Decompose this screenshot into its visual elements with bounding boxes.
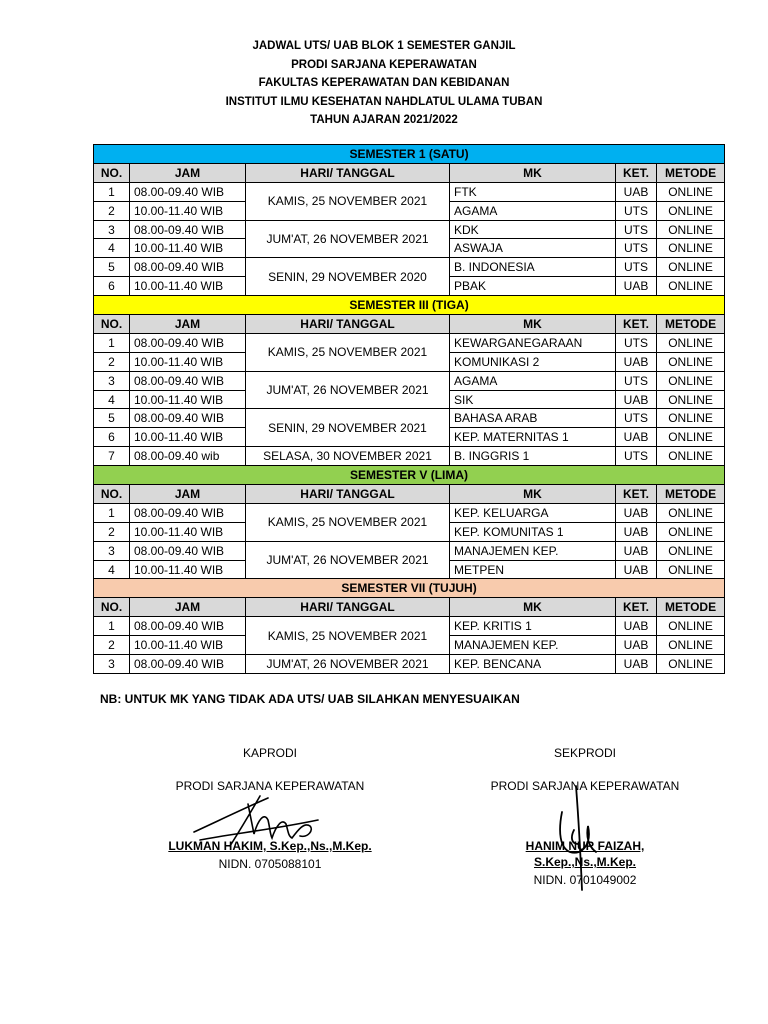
table-row xyxy=(94,371,725,390)
table-row xyxy=(94,541,725,560)
cell-method: ONLINE xyxy=(657,428,725,447)
cell-method: ONLINE xyxy=(657,447,725,466)
signature-sekprodi-image xyxy=(552,782,602,894)
cell-method: ONLINE xyxy=(657,277,725,296)
cell-method: ONLINE xyxy=(657,560,725,579)
cell-method: ONLINE xyxy=(657,655,725,674)
cell-time: 08.00-09.40 WIB xyxy=(130,371,246,390)
semester-title: SEMESTER VII (TUJUH) xyxy=(94,579,725,598)
cell-ket: UTS xyxy=(616,220,657,239)
cell-date: SENIN, 29 NOVEMBER 2021 xyxy=(246,409,450,447)
column-header: HARI/ TANGGAL xyxy=(246,598,450,617)
cell-course: MANAJEMEN KEP. xyxy=(450,541,616,560)
cell-course: KEP. KELUARGA xyxy=(450,503,616,522)
column-header: KET. xyxy=(616,485,657,504)
header-faculty: FAKULTAS KEPERAWATAN DAN KEBIDANAN xyxy=(258,77,510,89)
cell-method: ONLINE xyxy=(657,182,725,201)
cell-no: 2 xyxy=(94,201,130,220)
cell-method: ONLINE xyxy=(657,352,725,371)
cell-course: PBAK xyxy=(450,277,616,296)
cell-no: 1 xyxy=(94,617,130,636)
cell-date: KAMIS, 25 NOVEMBER 2021 xyxy=(246,617,450,655)
column-header: METODE xyxy=(657,485,725,504)
cell-time: 08.00-09.40 WIB xyxy=(130,541,246,560)
cell-method: ONLINE xyxy=(657,522,725,541)
cell-course: KEP. MATERNITAS 1 xyxy=(450,428,616,447)
table-row xyxy=(94,655,725,674)
cell-no: 1 xyxy=(94,333,130,352)
cell-method: ONLINE xyxy=(657,390,725,409)
cell-ket: UAB xyxy=(616,503,657,522)
column-header: HARI/ TANGGAL xyxy=(246,315,450,334)
table-row xyxy=(94,503,725,522)
cell-time: 08.00-09.40 WIB xyxy=(130,182,246,201)
cell-date: KAMIS, 25 NOVEMBER 2021 xyxy=(246,182,450,220)
cell-time: 10.00-11.40 WIB xyxy=(130,239,246,258)
cell-time: 08.00-09.40 WIB xyxy=(130,617,246,636)
column-header: JAM xyxy=(130,163,246,182)
column-header: JAM xyxy=(130,315,246,334)
cell-ket: UAB xyxy=(616,560,657,579)
cell-method: ONLINE xyxy=(657,371,725,390)
cell-time: 08.00-09.40 WIB xyxy=(130,220,246,239)
cell-course: ASWAJA xyxy=(450,239,616,258)
cell-time: 08.00-09.40 WIB xyxy=(130,258,246,277)
signer-name: LUKMAN HAKIM, S.Kep.,Ns.,M.Kep. xyxy=(168,839,372,853)
cell-time: 08.00-09.40 WIB xyxy=(130,409,246,428)
cell-course: KDK xyxy=(450,220,616,239)
cell-course: KEP. KRITIS 1 xyxy=(450,617,616,636)
cell-ket: UAB xyxy=(616,277,657,296)
cell-method: ONLINE xyxy=(657,409,725,428)
signer-name: HANIM NUR FAIZAH, S.Kep.,Ns.,M.Kep. xyxy=(525,839,645,869)
signature-kaprodi-image xyxy=(190,790,325,850)
table-row xyxy=(94,182,725,201)
cell-no: 4 xyxy=(94,390,130,409)
semester-header-row xyxy=(94,579,725,598)
cell-time: 10.00-11.40 WIB xyxy=(130,560,246,579)
cell-ket: UAB xyxy=(616,428,657,447)
semester-title: SEMESTER III (TIGA) xyxy=(94,296,725,315)
cell-ket: UTS xyxy=(616,258,657,277)
cell-course: METPEN xyxy=(450,560,616,579)
column-header: MK xyxy=(450,598,616,617)
column-header-row xyxy=(94,163,725,182)
cell-date: JUM'AT, 26 NOVEMBER 2021 xyxy=(246,220,450,258)
cell-course: KEWARGANEGARAAN xyxy=(450,333,616,352)
cell-ket: UAB xyxy=(616,182,657,201)
cell-ket: UAB xyxy=(616,522,657,541)
cell-no: 3 xyxy=(94,541,130,560)
cell-method: ONLINE xyxy=(657,617,725,636)
table-row xyxy=(94,258,725,277)
semester-title: SEMESTER V (LIMA) xyxy=(94,466,725,485)
note-text: NB: UNTUK MK YANG TIDAK ADA UTS/ UAB SILAHKAN MENYESUAIKAN xyxy=(100,692,520,706)
table-row xyxy=(94,409,725,428)
semester-header-row xyxy=(94,145,725,164)
semester-header-row xyxy=(94,296,725,315)
cell-time: 08.00-09.40 WIB xyxy=(130,655,246,674)
cell-no: 6 xyxy=(94,277,130,296)
cell-method: ONLINE xyxy=(657,541,725,560)
column-header: HARI/ TANGGAL xyxy=(246,485,450,504)
cell-ket: UTS xyxy=(616,371,657,390)
cell-no: 2 xyxy=(94,522,130,541)
signer-program: PRODI SARJANA KEPERAWATAN xyxy=(175,779,365,793)
column-header: JAM xyxy=(130,598,246,617)
signer-nidn: NIDN. 0705088101 xyxy=(218,857,322,871)
column-header: MK xyxy=(450,485,616,504)
cell-no: 3 xyxy=(94,371,130,390)
cell-time: 10.00-11.40 WIB xyxy=(130,636,246,655)
cell-method: ONLINE xyxy=(657,239,725,258)
column-header: KET. xyxy=(616,598,657,617)
column-header: NO. xyxy=(94,163,130,182)
table-row xyxy=(94,617,725,636)
column-header: KET. xyxy=(616,315,657,334)
cell-time: 10.00-11.40 WIB xyxy=(130,428,246,447)
cell-course: KOMUNIKASI 2 xyxy=(450,352,616,371)
column-header-row xyxy=(94,598,725,617)
cell-date: KAMIS, 25 NOVEMBER 2021 xyxy=(246,333,450,371)
column-header: JAM xyxy=(130,485,246,504)
column-header: KET. xyxy=(616,163,657,182)
cell-date: KAMIS, 25 NOVEMBER 2021 xyxy=(246,503,450,541)
cell-method: ONLINE xyxy=(657,258,725,277)
cell-method: ONLINE xyxy=(657,220,725,239)
cell-no: 6 xyxy=(94,428,130,447)
schedule-table xyxy=(93,144,725,674)
cell-method: ONLINE xyxy=(657,636,725,655)
cell-ket: UTS xyxy=(616,409,657,428)
cell-course: KEP. KOMUNITAS 1 xyxy=(450,522,616,541)
cell-time: 10.00-11.40 WIB xyxy=(130,522,246,541)
cell-ket: UAB xyxy=(616,541,657,560)
table-row xyxy=(94,447,725,466)
column-header-row xyxy=(94,485,725,504)
signer-program: PRODI SARJANA KEPERAWATAN xyxy=(490,779,680,793)
cell-course: BAHASA ARAB xyxy=(450,409,616,428)
cell-course: B. INGGRIS 1 xyxy=(450,447,616,466)
cell-course: KEP. BENCANA xyxy=(450,655,616,674)
column-header: NO. xyxy=(94,315,130,334)
cell-method: ONLINE xyxy=(657,503,725,522)
column-header: HARI/ TANGGAL xyxy=(246,163,450,182)
cell-time: 10.00-11.40 WIB xyxy=(130,277,246,296)
column-header: METODE xyxy=(657,598,725,617)
table-row xyxy=(94,333,725,352)
cell-date: SENIN, 29 NOVEMBER 2020 xyxy=(246,258,450,296)
column-header: NO. xyxy=(94,598,130,617)
signer-nidn: NIDN. 0701049002 xyxy=(533,873,637,887)
cell-no: 5 xyxy=(94,258,130,277)
signer-role: KAPRODI xyxy=(242,746,297,760)
cell-no: 7 xyxy=(94,447,130,466)
cell-method: ONLINE xyxy=(657,333,725,352)
cell-ket: UTS xyxy=(616,333,657,352)
cell-time: 08.00-09.40 WIB xyxy=(130,503,246,522)
cell-ket: UAB xyxy=(616,655,657,674)
cell-no: 4 xyxy=(94,239,130,258)
cell-no: 4 xyxy=(94,560,130,579)
column-header: METODE xyxy=(657,315,725,334)
cell-course: B. INDONESIA xyxy=(450,258,616,277)
header-institute: INSTITUT ILMU KESEHATAN NAHDLATUL ULAMA TUBAN xyxy=(225,95,543,108)
cell-date: SELASA, 30 NOVEMBER 2021 xyxy=(246,447,450,466)
column-header-row xyxy=(94,315,725,334)
cell-no: 5 xyxy=(94,409,130,428)
cell-method: ONLINE xyxy=(657,201,725,220)
cell-ket: UTS xyxy=(616,201,657,220)
cell-date: JUM'AT, 26 NOVEMBER 2021 xyxy=(246,655,450,674)
cell-ket: UAB xyxy=(616,636,657,655)
cell-ket: UAB xyxy=(616,352,657,371)
cell-no: 1 xyxy=(94,182,130,201)
column-header: NO. xyxy=(94,485,130,504)
table-row xyxy=(94,220,725,239)
cell-no: 1 xyxy=(94,503,130,522)
column-header: MK xyxy=(450,163,616,182)
cell-ket: UAB xyxy=(616,390,657,409)
cell-time: 10.00-11.40 WIB xyxy=(130,352,246,371)
cell-course: AGAMA xyxy=(450,371,616,390)
header-title: JADWAL UTS/ UAB BLOK 1 SEMESTER GANJIL xyxy=(252,40,516,52)
cell-date: JUM'AT, 26 NOVEMBER 2021 xyxy=(246,541,450,579)
cell-no: 3 xyxy=(94,220,130,239)
semester-title: SEMESTER 1 (SATU) xyxy=(94,145,725,164)
cell-no: 2 xyxy=(94,352,130,371)
cell-course: FTK xyxy=(450,182,616,201)
cell-course: MANAJEMEN KEP. xyxy=(450,636,616,655)
cell-course: SIK xyxy=(450,390,616,409)
cell-no: 2 xyxy=(94,636,130,655)
cell-time: 08.00-09.40 wib xyxy=(130,447,246,466)
cell-course: AGAMA xyxy=(450,201,616,220)
column-header: MK xyxy=(450,315,616,334)
cell-ket: UTS xyxy=(616,447,657,466)
semester-header-row xyxy=(94,466,725,485)
column-header: METODE xyxy=(657,163,725,182)
cell-ket: UTS xyxy=(616,239,657,258)
cell-time: 08.00-09.40 WIB xyxy=(130,333,246,352)
document-header xyxy=(0,37,768,130)
header-program: PRODI SARJANA KEPERAWATAN xyxy=(291,58,477,71)
signer-role: SEKPRODI xyxy=(553,746,616,760)
cell-time: 10.00-11.40 WIB xyxy=(130,201,246,220)
header-year: TAHUN AJARAN 2021/2022 xyxy=(310,114,458,126)
cell-no: 3 xyxy=(94,655,130,674)
cell-ket: UAB xyxy=(616,617,657,636)
cell-time: 10.00-11.40 WIB xyxy=(130,390,246,409)
cell-date: JUM'AT, 26 NOVEMBER 2021 xyxy=(246,371,450,409)
